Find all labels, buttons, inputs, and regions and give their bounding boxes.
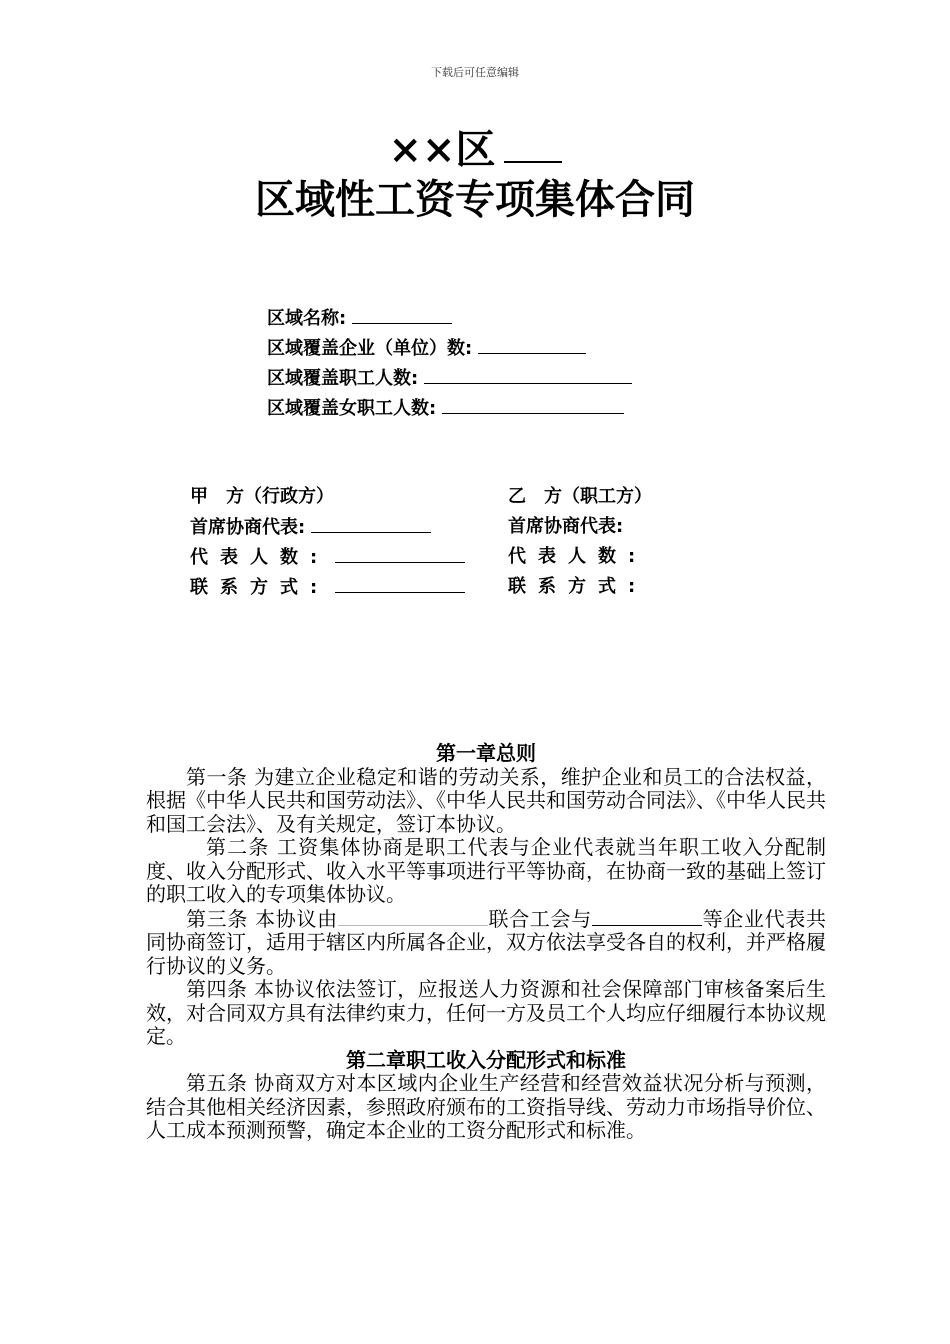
info-row-worker-count	[267, 363, 632, 393]
article-3-part-3: 等企业代表共同协商签订，适用于辖区内所属各企业，双方依法享受各自的权利，并严格履行协议的义务。	[146, 906, 827, 978]
article-3-part-1: 第三条 本协议由	[186, 906, 338, 931]
party-a-chief-rep	[190, 512, 431, 543]
article-3	[146, 907, 826, 979]
party-b-rep-count-label: 代表人数:	[508, 546, 648, 567]
party-a-rep-count	[190, 542, 465, 573]
article-2: 第二条 工资集体协商是职工代表与企业代表就当年职工收入分配制度、收入分配形式、收入水平等事项进行平等协商，在协商一致的基础上签订的职工收入的专项集体协议。	[146, 835, 826, 906]
party-a-contact-blank	[335, 572, 465, 593]
info-row-female-worker-count	[267, 393, 632, 423]
party-b-chief-rep-label: 首席协商代表:	[508, 516, 624, 537]
title-line-1	[0, 128, 950, 172]
article-3-blank-1	[338, 907, 488, 926]
region-name-blank	[352, 303, 452, 324]
article-5: 第五条 协商双方对本区域内企业生产经营和经营效益状况分析与预测，结合其他相关经济因素，参照政府颁布的工资指导线、劳动力市场指导价位、人工成本预测预警，确定本企业的工资分配形式和标准。	[146, 1071, 826, 1142]
enterprise-count-label: 区域覆盖企业（单位）数:	[267, 338, 473, 359]
region-info	[267, 303, 632, 423]
worker-count-blank	[424, 363, 632, 384]
party-a-contact-label: 联系方式:	[190, 577, 330, 598]
female-worker-count-label: 区域覆盖女职工人数:	[267, 398, 437, 419]
title-line-2: 区域性工资专项集体合同	[255, 176, 695, 223]
chapter-1-title: 第一章总则	[436, 741, 536, 765]
party-b-label: 乙 方（职工方）	[508, 486, 652, 507]
info-row-region-name	[267, 303, 632, 333]
article-1: 第一条 为建立企业稳定和谐的劳动关系，维护企业和员工的合法权益，根据《中华人民共和国劳动法》、《中华人民共和国劳动合同法》、《中华人民共和国工会法》、及有关规定，签订本协议。	[146, 764, 826, 836]
party-a-label: 甲 方（行政方）	[190, 486, 334, 507]
article-4: 第四条 本协议依法签订，应报送人力资源和社会保障部门审核备案后生效，对合同双方具有法律约束力，任何一方及员工个人均应仔细履行本协议规定。	[146, 977, 826, 1048]
female-worker-count-blank	[442, 393, 624, 414]
party-a-rep-count-blank	[335, 542, 465, 563]
party-a-contact	[190, 572, 465, 603]
region-name-label: 区域名称:	[267, 308, 347, 329]
enterprise-count-blank	[478, 333, 586, 354]
title-blank-line	[504, 133, 562, 163]
header-note: 下载后可任意编辑	[431, 66, 519, 79]
party-b-contact-label: 联系方式:	[508, 576, 648, 597]
contract-body	[146, 742, 826, 1143]
title-region-text: ××区	[388, 126, 496, 173]
info-row-enterprise-count	[267, 333, 632, 363]
worker-count-label: 区域覆盖职工人数:	[267, 368, 419, 389]
article-3-part-2: 联合工会与	[487, 906, 592, 931]
party-a-chief-rep-label: 首席协商代表:	[190, 517, 306, 538]
party-a-chief-rep-blank	[311, 512, 431, 533]
article-3-blank-2	[592, 907, 702, 926]
chapter-2-title: 第二章职工收入分配形式和标准	[346, 1047, 626, 1072]
party-a-rep-count-label: 代表人数:	[190, 547, 330, 568]
